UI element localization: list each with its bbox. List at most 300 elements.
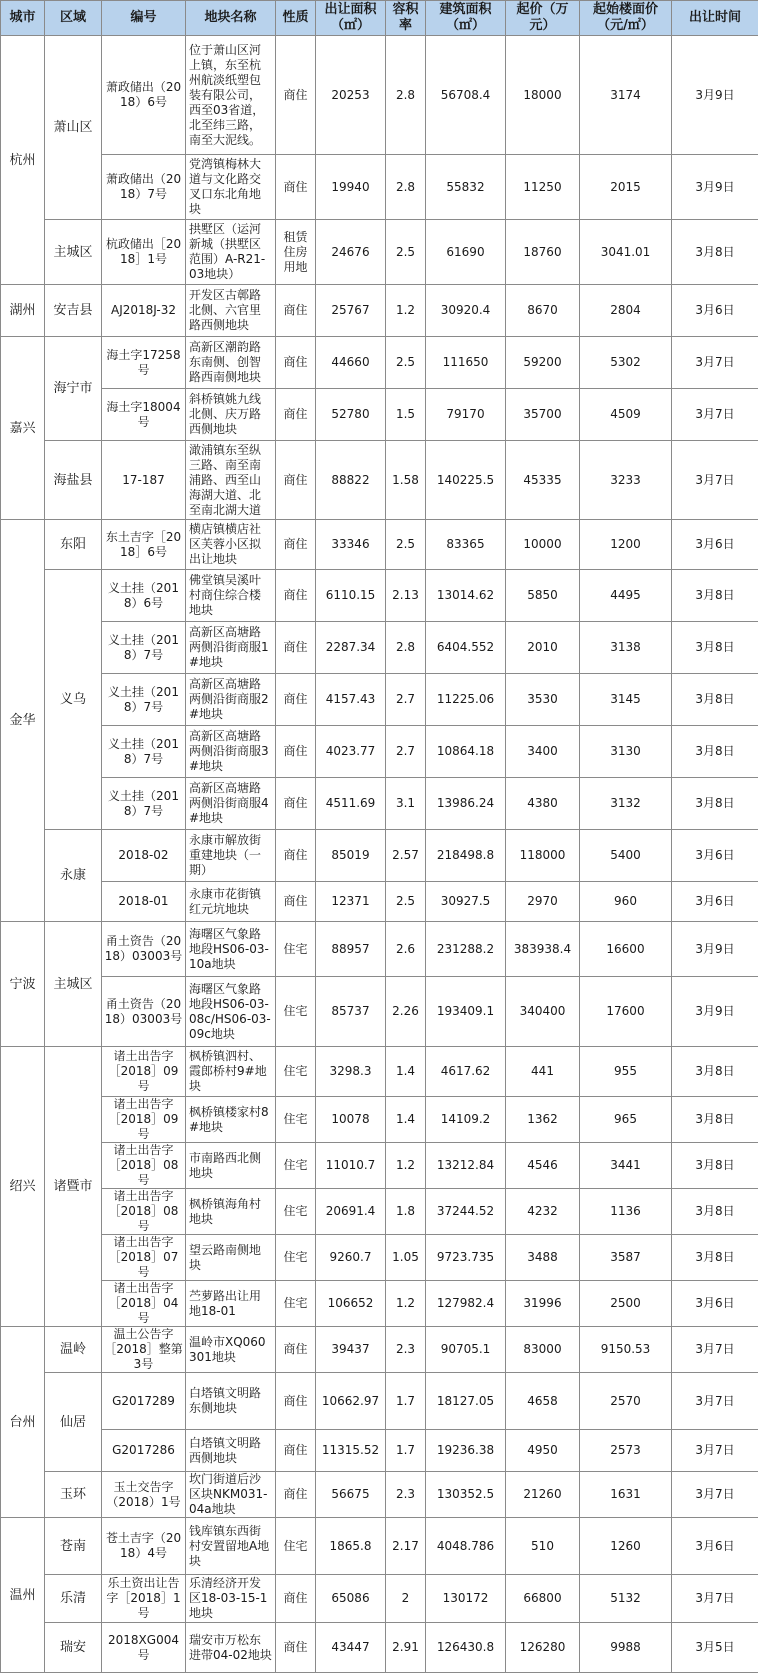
floor-area-cell: 90705.1 (426, 1327, 506, 1373)
land-use-cell: 住宅 (276, 922, 316, 977)
table-row (1, 674, 758, 726)
land-area-cell: 44660 (316, 337, 386, 389)
start-price-cell: 2010 (506, 622, 580, 674)
plot-ratio-cell: 2.8 (386, 155, 426, 220)
floor-price-cell: 2015 (580, 155, 672, 220)
start-price-cell: 510 (506, 1518, 580, 1575)
floor-area-cell: 6404.552 (426, 622, 506, 674)
parcel-code-cell: 诸土出告字［2018］09号 (102, 1097, 186, 1143)
column-header-gfa: 建筑面积（㎡） (426, 1, 506, 36)
auction-date-cell: 3月8日 (672, 220, 758, 285)
city-cell: 宁波 (1, 922, 45, 1047)
land-use-cell: 商住 (276, 726, 316, 778)
parcel-code-cell: 义土挂（2018）7号 (102, 674, 186, 726)
auction-date-cell: 3月8日 (672, 1097, 758, 1143)
parcel-code-cell: 甬土资告（2018）03003号 (102, 922, 186, 977)
floor-area-cell: 130352.5 (426, 1472, 506, 1518)
land-use-cell: 商住 (276, 337, 316, 389)
auction-date-cell: 3月7日 (672, 1575, 758, 1623)
start-price-cell: 441 (506, 1047, 580, 1097)
land-use-cell: 商住 (276, 285, 316, 337)
parcel-code-cell: 2018-02 (102, 830, 186, 882)
land-use-cell: 商住 (276, 830, 316, 882)
floor-area-cell: 9723.735 (426, 1235, 506, 1281)
land-use-cell: 商住 (276, 570, 316, 622)
city-cell: 台州 (1, 1327, 45, 1518)
auction-date-cell: 3月6日 (672, 882, 758, 922)
parcel-name-cell: 望云路南侧地块 (186, 1235, 276, 1281)
start-price-cell: 66800 (506, 1575, 580, 1623)
floor-area-cell: 111650 (426, 337, 506, 389)
parcel-code-cell: 萧政储出（2018）7号 (102, 155, 186, 220)
floor-area-cell: 13986.24 (426, 778, 506, 830)
plot-ratio-cell: 1.05 (386, 1235, 426, 1281)
floor-price-cell: 9988 (580, 1623, 672, 1673)
auction-date-cell: 3月5日 (672, 1623, 758, 1673)
table-row (1, 36, 758, 155)
floor-price-cell: 5400 (580, 830, 672, 882)
parcel-code-cell: 义土挂（2018）6号 (102, 570, 186, 622)
district-cell: 安吉县 (45, 285, 102, 337)
start-price-cell: 21260 (506, 1472, 580, 1518)
district-cell: 温岭 (45, 1327, 102, 1373)
start-price-cell: 83000 (506, 1327, 580, 1373)
plot-ratio-cell: 2.5 (386, 520, 426, 570)
plot-ratio-cell: 2.6 (386, 922, 426, 977)
parcel-name-cell: 海曙区气象路地段HS06-03-08c/HS06-03-09c地块 (186, 977, 276, 1047)
table-row (1, 520, 758, 570)
parcel-name-cell: 斜桥镇姚九线北侧、庆万路西侧地块 (186, 389, 276, 441)
table-row (1, 622, 758, 674)
floor-price-cell: 17600 (580, 977, 672, 1047)
plot-ratio-cell: 1.5 (386, 389, 426, 441)
plot-ratio-cell: 1.4 (386, 1047, 426, 1097)
land-area-cell: 3298.3 (316, 1047, 386, 1097)
land-use-cell: 商住 (276, 520, 316, 570)
start-price-cell: 5850 (506, 570, 580, 622)
land-use-cell: 商住 (276, 882, 316, 922)
plot-ratio-cell: 2.13 (386, 570, 426, 622)
table-row (1, 1327, 758, 1373)
district-cell: 仙居 (45, 1373, 102, 1472)
start-price-cell: 4232 (506, 1189, 580, 1235)
plot-ratio-cell: 2.57 (386, 830, 426, 882)
start-price-cell: 35700 (506, 389, 580, 441)
parcel-name-cell: 永康市解放街重建地块（一期） (186, 830, 276, 882)
table-row (1, 155, 758, 220)
start-price-cell: 383938.4 (506, 922, 580, 977)
plot-ratio-cell: 1.8 (386, 1189, 426, 1235)
parcel-code-cell: G2017286 (102, 1430, 186, 1472)
table-row (1, 778, 758, 830)
land-use-cell: 住宅 (276, 1518, 316, 1575)
floor-price-cell: 965 (580, 1097, 672, 1143)
parcel-code-cell: 甬土资告（2018）03003号 (102, 977, 186, 1047)
start-price-cell: 3488 (506, 1235, 580, 1281)
city-cell: 金华 (1, 520, 45, 922)
floor-area-cell: 61690 (426, 220, 506, 285)
table-row (1, 1097, 758, 1143)
land-use-cell: 住宅 (276, 1189, 316, 1235)
floor-price-cell: 4495 (580, 570, 672, 622)
start-price-cell: 59200 (506, 337, 580, 389)
parcel-name-cell: 佛堂镇吴溪叶村商住综合楼地块 (186, 570, 276, 622)
floor-area-cell: 11225.06 (426, 674, 506, 726)
floor-area-cell: 30920.4 (426, 285, 506, 337)
district-cell: 海盐县 (45, 441, 102, 520)
land-area-cell: 85737 (316, 977, 386, 1047)
floor-price-cell: 3130 (580, 726, 672, 778)
plot-ratio-cell: 2.91 (386, 1623, 426, 1673)
auction-date-cell: 3月8日 (672, 1047, 758, 1097)
city-cell: 温州 (1, 1518, 45, 1673)
parcel-code-cell: 义土挂（2018）7号 (102, 726, 186, 778)
land-area-cell: 20691.4 (316, 1189, 386, 1235)
plot-ratio-cell: 2.26 (386, 977, 426, 1047)
column-header-area: 出让面积（㎡） (316, 1, 386, 36)
table-row (1, 1623, 758, 1673)
district-cell: 乐清 (45, 1575, 102, 1623)
table-row (1, 1281, 758, 1327)
district-cell: 主城区 (45, 922, 102, 1047)
parcel-name-cell: 海曙区气象路地段HS06-03-10a地块 (186, 922, 276, 977)
parcel-code-cell: AJ2018J-32 (102, 285, 186, 337)
land-use-cell: 商住 (276, 622, 316, 674)
city-cell: 嘉兴 (1, 337, 45, 520)
district-cell: 东阳 (45, 520, 102, 570)
plot-ratio-cell: 2.7 (386, 726, 426, 778)
auction-date-cell: 3月7日 (672, 1327, 758, 1373)
land-use-cell: 商住 (276, 1472, 316, 1518)
floor-area-cell: 55832 (426, 155, 506, 220)
parcel-name-cell: 高新区高塘路两侧沿街商服1#地块 (186, 622, 276, 674)
table-row (1, 830, 758, 882)
table-row (1, 1047, 758, 1097)
parcel-name-cell: 高新区潮韵路东南侧、创智路西南侧地块 (186, 337, 276, 389)
floor-area-cell: 193409.1 (426, 977, 506, 1047)
plot-ratio-cell: 2.17 (386, 1518, 426, 1575)
parcel-name-cell: 枫桥镇泗村、霞郎桥村9#地块 (186, 1047, 276, 1097)
auction-date-cell: 3月6日 (672, 285, 758, 337)
parcel-code-cell: G2017289 (102, 1373, 186, 1430)
land-area-cell: 11315.52 (316, 1430, 386, 1472)
table-row (1, 1472, 758, 1518)
plot-ratio-cell: 2.3 (386, 1327, 426, 1373)
start-price-cell: 10000 (506, 520, 580, 570)
parcel-code-cell: 诸土出告字［2018］08号 (102, 1189, 186, 1235)
land-area-cell: 4157.43 (316, 674, 386, 726)
land-area-cell: 85019 (316, 830, 386, 882)
land-use-cell: 住宅 (276, 1143, 316, 1189)
floor-price-cell: 2804 (580, 285, 672, 337)
land-area-cell: 10078 (316, 1097, 386, 1143)
floor-area-cell: 13014.62 (426, 570, 506, 622)
table-row (1, 1373, 758, 1430)
land-use-cell: 商住 (276, 389, 316, 441)
table-row (1, 1235, 758, 1281)
floor-area-cell: 4617.62 (426, 1047, 506, 1097)
land-use-cell: 住宅 (276, 1281, 316, 1327)
floor-price-cell: 3132 (580, 778, 672, 830)
parcel-code-cell: 诸土出告字［2018］07号 (102, 1235, 186, 1281)
land-area-cell: 39437 (316, 1327, 386, 1373)
floor-area-cell: 231288.2 (426, 922, 506, 977)
floor-area-cell: 18127.05 (426, 1373, 506, 1430)
floor-area-cell: 14109.2 (426, 1097, 506, 1143)
auction-date-cell: 3月8日 (672, 1235, 758, 1281)
auction-date-cell: 3月7日 (672, 389, 758, 441)
plot-ratio-cell: 1.58 (386, 441, 426, 520)
city-cell: 杭州 (1, 36, 45, 285)
plot-ratio-cell: 1.2 (386, 285, 426, 337)
floor-area-cell: 10864.18 (426, 726, 506, 778)
column-header-far: 容积率 (386, 1, 426, 36)
floor-price-cell: 1200 (580, 520, 672, 570)
parcel-code-cell: 温土公告字［2018］整第3号 (102, 1327, 186, 1373)
district-cell: 永康 (45, 830, 102, 922)
parcel-name-cell: 位于萧山区河上镇，东至杭州航淡纸塑包装有限公司，西至03省道，北至纬三路，南至大泥线。 (186, 36, 276, 155)
table-row (1, 570, 758, 622)
auction-date-cell: 3月8日 (672, 622, 758, 674)
start-price-cell: 4950 (506, 1430, 580, 1472)
auction-date-cell: 3月7日 (672, 1472, 758, 1518)
land-use-cell: 租赁住房用地 (276, 220, 316, 285)
land-use-cell: 商住 (276, 778, 316, 830)
land-use-cell: 商住 (276, 441, 316, 520)
land-area-cell: 10662.97 (316, 1373, 386, 1430)
parcel-code-cell: 玉土交告字（2018）1号 (102, 1472, 186, 1518)
parcel-name-cell: 高新区高塘路两侧沿街商服4#地块 (186, 778, 276, 830)
auction-date-cell: 3月8日 (672, 778, 758, 830)
parcel-name-cell: 开发区古鄣路北侧、六官里路西侧地块 (186, 285, 276, 337)
plot-ratio-cell: 2.3 (386, 1472, 426, 1518)
land-use-cell: 商住 (276, 1623, 316, 1673)
land-use-cell: 商住 (276, 1327, 316, 1373)
land-area-cell: 52780 (316, 389, 386, 441)
auction-date-cell: 3月8日 (672, 1189, 758, 1235)
land-use-cell: 商住 (276, 155, 316, 220)
parcel-name-cell: 温岭市XQ060301地块 (186, 1327, 276, 1373)
parcel-code-cell: 乐土资出让告字［2018］1号 (102, 1575, 186, 1623)
start-price-cell: 1362 (506, 1097, 580, 1143)
parcel-code-cell: 2018-01 (102, 882, 186, 922)
district-cell: 萧山区 (45, 36, 102, 220)
start-price-cell: 118000 (506, 830, 580, 882)
land-area-cell: 11010.7 (316, 1143, 386, 1189)
auction-date-cell: 3月7日 (672, 441, 758, 520)
land-use-cell: 住宅 (276, 1235, 316, 1281)
land-area-cell: 1865.8 (316, 1518, 386, 1575)
floor-price-cell: 2570 (580, 1373, 672, 1430)
district-cell: 玉环 (45, 1472, 102, 1518)
parcel-name-cell: 高新区高塘路两侧沿街商服2#地块 (186, 674, 276, 726)
start-price-cell: 2970 (506, 882, 580, 922)
parcel-name-cell: 枫桥镇楼家村8#地块 (186, 1097, 276, 1143)
start-price-cell: 45335 (506, 441, 580, 520)
parcel-name-cell: 白塔镇文明路东侧地块 (186, 1373, 276, 1430)
floor-area-cell: 56708.4 (426, 36, 506, 155)
column-header-district: 区域 (45, 1, 102, 36)
district-cell: 诸暨市 (45, 1047, 102, 1327)
column-header-parcel-name: 地块名称 (186, 1, 276, 36)
start-price-cell: 31996 (506, 1281, 580, 1327)
parcel-code-cell: 东土吉字［2018］6号 (102, 520, 186, 570)
land-area-cell: 20253 (316, 36, 386, 155)
parcel-name-cell: 乐清经济开发区18-03-15-1地块 (186, 1575, 276, 1623)
floor-area-cell: 19236.38 (426, 1430, 506, 1472)
plot-ratio-cell: 1.2 (386, 1281, 426, 1327)
parcel-name-cell: 高新区高塘路两侧沿街商服3#地块 (186, 726, 276, 778)
table-row (1, 977, 758, 1047)
floor-price-cell: 960 (580, 882, 672, 922)
start-price-cell: 4380 (506, 778, 580, 830)
plot-ratio-cell: 2 (386, 1575, 426, 1623)
land-use-cell: 商住 (276, 1430, 316, 1472)
table-row (1, 441, 758, 520)
floor-price-cell: 9150.53 (580, 1327, 672, 1373)
floor-price-cell: 3041.01 (580, 220, 672, 285)
floor-price-cell: 1631 (580, 1472, 672, 1518)
table-row (1, 220, 758, 285)
plot-ratio-cell: 2.5 (386, 882, 426, 922)
table-row (1, 882, 758, 922)
parcel-name-cell: 苎萝路出让用地18-01 (186, 1281, 276, 1327)
plot-ratio-cell: 2.8 (386, 622, 426, 674)
parcel-code-cell: 义土挂（2018）7号 (102, 778, 186, 830)
district-cell: 苍南 (45, 1518, 102, 1575)
parcel-name-cell: 白塔镇文明路西侧地块 (186, 1430, 276, 1472)
floor-area-cell: 130172 (426, 1575, 506, 1623)
start-price-cell: 8670 (506, 285, 580, 337)
start-price-cell: 126280 (506, 1623, 580, 1673)
floor-area-cell: 13212.84 (426, 1143, 506, 1189)
auction-date-cell: 3月7日 (672, 337, 758, 389)
floor-price-cell: 16600 (580, 922, 672, 977)
start-price-cell: 3530 (506, 674, 580, 726)
floor-area-cell: 218498.8 (426, 830, 506, 882)
table-row (1, 1189, 758, 1235)
parcel-name-cell: 钱库镇东西街村安置留地A地块 (186, 1518, 276, 1575)
land-use-cell: 住宅 (276, 1097, 316, 1143)
parcel-name-cell: 枫桥镇海角村地块 (186, 1189, 276, 1235)
start-price-cell: 18000 (506, 36, 580, 155)
column-header-floor-price: 起始楼面价（元/㎡） (580, 1, 672, 36)
parcel-code-cell: 海土字18004号 (102, 389, 186, 441)
auction-date-cell: 3月9日 (672, 977, 758, 1047)
floor-area-cell: 4048.786 (426, 1518, 506, 1575)
plot-ratio-cell: 1.2 (386, 1143, 426, 1189)
parcel-name-cell: 横店镇横店社区芙蓉小区拟出让地块 (186, 520, 276, 570)
floor-price-cell: 2500 (580, 1281, 672, 1327)
auction-date-cell: 3月9日 (672, 922, 758, 977)
floor-price-cell: 3145 (580, 674, 672, 726)
floor-area-cell: 83365 (426, 520, 506, 570)
land-area-cell: 9260.7 (316, 1235, 386, 1281)
land-use-cell: 住宅 (276, 977, 316, 1047)
table-row (1, 1143, 758, 1189)
table-row (1, 1575, 758, 1623)
city-cell: 湖州 (1, 285, 45, 337)
column-header-use: 性质 (276, 1, 316, 36)
parcel-name-cell: 拱墅区（运河新城（拱墅区范围）A-R21-03地块） (186, 220, 276, 285)
district-cell: 瑞安 (45, 1623, 102, 1673)
plot-ratio-cell: 2.8 (386, 36, 426, 155)
auction-date-cell: 3月6日 (672, 520, 758, 570)
parcel-name-cell: 党湾镇梅林大道与文化路交叉口东北角地块 (186, 155, 276, 220)
parcel-code-cell: 杭政储出［2018］1号 (102, 220, 186, 285)
land-area-cell: 2287.34 (316, 622, 386, 674)
plot-ratio-cell: 2.7 (386, 674, 426, 726)
land-area-cell: 4023.77 (316, 726, 386, 778)
start-price-cell: 4658 (506, 1373, 580, 1430)
table-body (1, 36, 758, 1673)
auction-date-cell: 3月6日 (672, 1518, 758, 1575)
land-area-cell: 88957 (316, 922, 386, 977)
land-area-cell: 65086 (316, 1575, 386, 1623)
table-row (1, 922, 758, 977)
parcel-code-cell: 苍土吉字（2018）4号 (102, 1518, 186, 1575)
table-row (1, 389, 758, 441)
plot-ratio-cell: 3.1 (386, 778, 426, 830)
parcel-name-cell: 瑞安市万松东进带04-02地块 (186, 1623, 276, 1673)
land-use-cell: 商住 (276, 674, 316, 726)
floor-area-cell: 127982.4 (426, 1281, 506, 1327)
floor-price-cell: 3441 (580, 1143, 672, 1189)
land-use-cell: 商住 (276, 36, 316, 155)
auction-date-cell: 3月6日 (672, 1281, 758, 1327)
auction-date-cell: 3月9日 (672, 155, 758, 220)
floor-price-cell: 2573 (580, 1430, 672, 1472)
parcel-name-cell: 坎门街道后沙区块NKM031-04a地块 (186, 1472, 276, 1518)
auction-date-cell: 3月8日 (672, 1143, 758, 1189)
floor-area-cell: 30927.5 (426, 882, 506, 922)
land-area-cell: 106652 (316, 1281, 386, 1327)
table-row (1, 285, 758, 337)
city-cell: 绍兴 (1, 1047, 45, 1327)
floor-area-cell: 140225.5 (426, 441, 506, 520)
land-area-cell: 19940 (316, 155, 386, 220)
plot-ratio-cell: 1.7 (386, 1373, 426, 1430)
land-area-cell: 56675 (316, 1472, 386, 1518)
auction-date-cell: 3月7日 (672, 1430, 758, 1472)
district-cell: 义乌 (45, 570, 102, 830)
district-cell: 主城区 (45, 220, 102, 285)
plot-ratio-cell: 2.5 (386, 220, 426, 285)
parcel-name-cell: 澉浦镇东至纵三路、南至南浦路、西至山海湖大道、北至南北湖大道 (186, 441, 276, 520)
table-row (1, 726, 758, 778)
auction-date-cell: 3月8日 (672, 570, 758, 622)
header-row (1, 1, 758, 36)
parcel-name-cell: 永康市花街镇红元坑地块 (186, 882, 276, 922)
start-price-cell: 18760 (506, 220, 580, 285)
table-row (1, 1518, 758, 1575)
column-header-price: 起价（万元） (506, 1, 580, 36)
start-price-cell: 11250 (506, 155, 580, 220)
plot-ratio-cell: 1.7 (386, 1430, 426, 1472)
table-row (1, 337, 758, 389)
parcel-code-cell: 诸土出告字［2018］08号 (102, 1143, 186, 1189)
parcel-code-cell: 诸土出告字［2018］09号 (102, 1047, 186, 1097)
parcel-code-cell: 2018XG004号 (102, 1623, 186, 1673)
floor-price-cell: 1260 (580, 1518, 672, 1575)
land-use-cell: 商住 (276, 1373, 316, 1430)
floor-price-cell: 3233 (580, 441, 672, 520)
floor-price-cell: 3174 (580, 36, 672, 155)
land-area-cell: 25767 (316, 285, 386, 337)
parcel-code-cell: 17-187 (102, 441, 186, 520)
column-header-date: 出让时间 (672, 1, 758, 36)
table-row (1, 1430, 758, 1472)
